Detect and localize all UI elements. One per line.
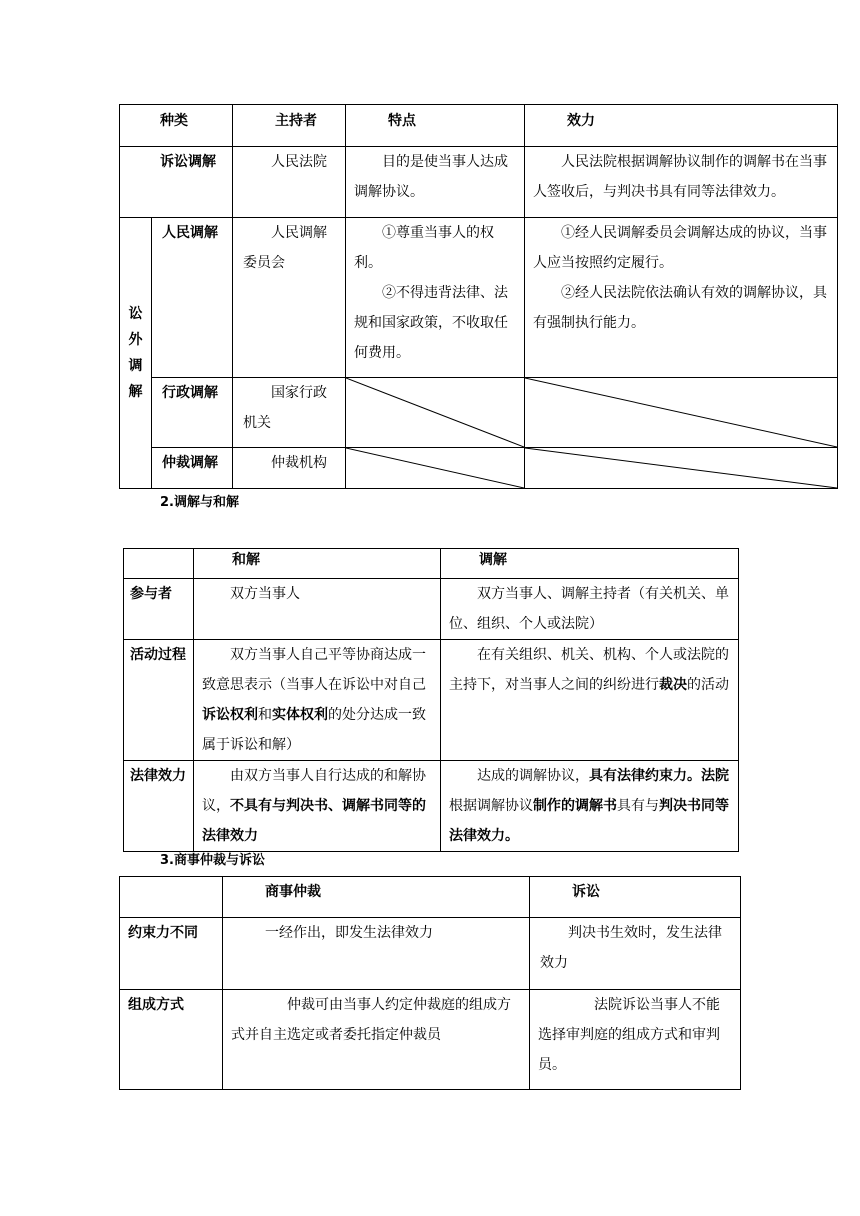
arbitration-vs-litigation-table	[119, 876, 741, 1090]
settlement-process-text-a: 双方当事人自己平等协商达成一致意思表示（当事人在诉讼中对自己	[202, 647, 426, 693]
settlement-vs-mediation-table	[123, 548, 739, 852]
group-char-2: 外	[128, 332, 143, 348]
type-litigation: 诉讼调解	[120, 147, 233, 218]
header-host: 主持者	[233, 105, 346, 147]
group-char-1: 讼	[128, 306, 143, 322]
effect-people	[525, 218, 838, 378]
mediation-process	[441, 640, 739, 761]
settlement-process-text-d: 的处分达成一致属于诉讼和解）	[202, 707, 426, 753]
header-type: 种类	[120, 105, 233, 147]
header-empty	[124, 549, 194, 579]
feature-people	[346, 218, 525, 378]
settlement-effect	[194, 761, 441, 852]
mediation-participants: 双方当事人、调解主持者（有关机关、单位、组织、个人或法院）	[441, 579, 739, 640]
litigation-binding: 判决书生效时，发生法律效力	[530, 918, 741, 990]
mediation-effect	[441, 761, 739, 852]
header-settlement: 和解	[194, 549, 441, 579]
effect-people-1: ①经人民调解委员会调解达成的协议，当事人应当按照约定履行。	[533, 225, 827, 271]
host-admin: 国家行政机关	[233, 378, 346, 448]
section-caption-2: 2.调解与和解	[160, 495, 239, 510]
mediation-process-bold: 裁决	[659, 677, 687, 693]
mediation-effect-bold-2: 法院	[701, 768, 729, 784]
settlement-process-text-c: 和	[258, 707, 272, 723]
arbitration-binding: 一经作出，即发生法律效力	[223, 918, 530, 990]
header-empty	[120, 877, 223, 918]
diagonal-line	[525, 378, 837, 447]
mediation-effect-bold-1: 具有法律约束力。	[589, 768, 701, 784]
feature-people-1: ①尊重当事人的权利。	[354, 225, 494, 271]
label-composition: 组成方式	[120, 990, 223, 1090]
type-admin: 行政调解	[152, 378, 233, 448]
label-binding-force: 约束力不同	[120, 918, 223, 990]
mediation-effect-text-f: 具有与	[617, 798, 659, 814]
settlement-participants: 双方当事人	[194, 579, 441, 640]
mediation-process-text-a: 在有关组织、机关、机构、个人或法院的主持下，对当事人之间的纠纷进行	[449, 647, 729, 693]
out-of-court-group-label	[120, 218, 152, 489]
mediation-effect-bold-4: 判决书同等法律效力。	[449, 798, 729, 844]
settlement-effect-bold: 不具有与判决书、调解书同等的法律效力	[202, 798, 426, 844]
section-caption-3: 3.商事仲裁与诉讼	[160, 853, 265, 868]
effect-admin-empty	[525, 378, 838, 448]
host-litigation: 人民法院	[233, 147, 346, 218]
group-char-4: 解	[128, 384, 143, 400]
label-process: 活动过程	[124, 640, 194, 761]
header-litigation: 诉讼	[530, 877, 741, 918]
litigation-composition: 法院诉讼当事人不能选择审判庭的组成方式和审判员。	[530, 990, 741, 1090]
mediation-effect-bold-3: 制作的调解书	[533, 798, 617, 814]
effect-litigation: 人民法院根据调解协议制作的调解书在当事人签收后，与判决书具有同等法律效力。	[525, 147, 838, 218]
host-people: 人民调解委员会	[233, 218, 346, 378]
group-char-3: 调	[128, 358, 143, 374]
label-participants: 参与者	[124, 579, 194, 640]
type-people: 人民调解	[152, 218, 233, 378]
mediation-process-text-c: 的活动	[687, 677, 729, 693]
arbitration-composition: 仲裁可由当事人约定仲裁庭的组成方式并自主选定或者委托指定仲裁员	[223, 990, 530, 1090]
settlement-effect-text-a: 由双方当事人自行达成的和解协议，	[202, 768, 426, 814]
feature-people-2: ②不得违背法律、法规和国家政策，不收取任何费用。	[354, 285, 508, 361]
mediation-types-table	[119, 104, 838, 489]
feature-arbitration-empty	[346, 448, 525, 489]
header-mediation: 调解	[441, 549, 739, 579]
settlement-process-bold-2: 实体权利	[272, 707, 328, 723]
type-arbitration: 仲裁调解	[152, 448, 233, 489]
effect-arbitration-empty	[525, 448, 838, 489]
diagonal-line	[346, 448, 524, 488]
settlement-process-bold-1: 诉讼权利	[202, 707, 258, 723]
diagonal-line	[346, 378, 524, 447]
header-feature: 特点	[346, 105, 525, 147]
settlement-process	[194, 640, 441, 761]
host-arbitration: 仲裁机构	[233, 448, 346, 489]
mediation-effect-text-d: 根据调解协议	[449, 798, 533, 814]
header-commercial-arbitration: 商事仲裁	[223, 877, 530, 918]
mediation-effect-text-a: 达成的调解协议，	[477, 768, 589, 784]
header-effect: 效力	[525, 105, 838, 147]
diagonal-line	[525, 448, 837, 488]
effect-people-2: ②经人民法院依法确认有效的调解协议，具有强制执行能力。	[533, 285, 827, 331]
label-legal-effect: 法律效力	[124, 761, 194, 852]
feature-admin-empty	[346, 378, 525, 448]
feature-litigation: 目的是使当事人达成调解协议。	[346, 147, 525, 218]
